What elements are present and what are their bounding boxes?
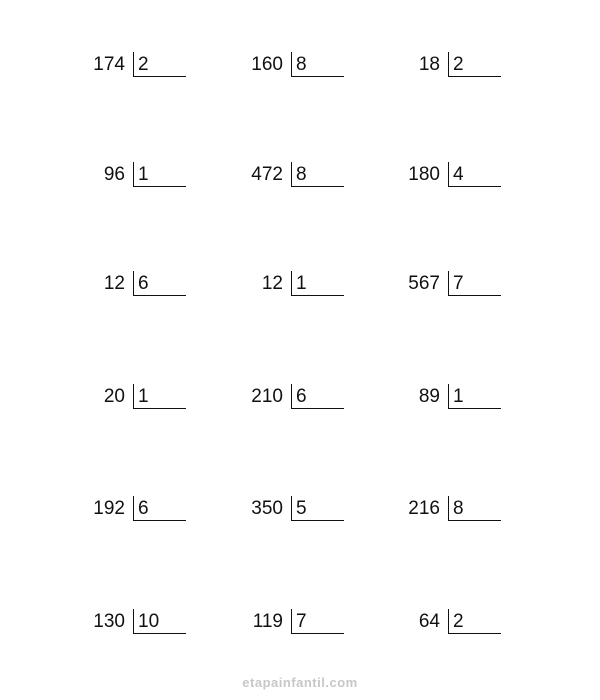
division-problem xyxy=(358,382,508,422)
divisor: 5 xyxy=(296,498,307,519)
dividend: 12 xyxy=(103,273,125,294)
dividend: 350 xyxy=(251,498,283,519)
division-problem xyxy=(43,160,193,200)
division-problem xyxy=(358,494,508,534)
division-problem xyxy=(358,269,508,309)
division-problem xyxy=(201,607,351,647)
watermark-footer: etapainfantil.com xyxy=(242,675,358,690)
division-problem xyxy=(43,269,193,309)
divisor: 2 xyxy=(453,54,464,75)
division-problem xyxy=(201,50,351,90)
divisor: 7 xyxy=(296,611,307,632)
division-problem xyxy=(201,382,351,422)
division-problem xyxy=(201,494,351,534)
divisor: 7 xyxy=(453,273,464,294)
divisor: 6 xyxy=(138,273,149,294)
divisor: 4 xyxy=(453,164,464,185)
division-problem xyxy=(43,494,193,534)
dividend: 130 xyxy=(93,611,125,632)
dividend: 174 xyxy=(93,54,125,75)
dividend: 119 xyxy=(252,611,283,632)
dividend: 567 xyxy=(408,273,440,294)
dividend: 160 xyxy=(251,54,283,75)
division-problem xyxy=(43,50,193,90)
dividend: 96 xyxy=(103,164,125,185)
dividend: 20 xyxy=(103,386,125,407)
divisor: 1 xyxy=(453,386,464,407)
dividend: 180 xyxy=(408,164,440,185)
divisor: 6 xyxy=(296,386,307,407)
dividend: 12 xyxy=(261,273,283,294)
dividend: 89 xyxy=(418,386,440,407)
divisor: 8 xyxy=(296,164,307,185)
dividend: 210 xyxy=(251,386,283,407)
dividend: 216 xyxy=(408,498,440,519)
division-problem xyxy=(358,607,508,647)
dividend: 472 xyxy=(251,164,283,185)
divisor: 2 xyxy=(138,54,149,75)
division-problem xyxy=(358,50,508,90)
divisor: 1 xyxy=(138,164,149,185)
divisor: 1 xyxy=(296,273,307,294)
division-problem xyxy=(201,269,351,309)
divisor: 1 xyxy=(138,386,149,407)
dividend: 64 xyxy=(418,611,440,632)
divisor: 8 xyxy=(296,54,307,75)
dividend: 18 xyxy=(418,54,440,75)
division-problem xyxy=(43,382,193,422)
divisor: 8 xyxy=(453,498,464,519)
divisor: 2 xyxy=(453,611,464,632)
division-problem xyxy=(43,607,193,647)
divisor: 10 xyxy=(138,611,160,632)
division-problem xyxy=(201,160,351,200)
dividend: 192 xyxy=(93,498,125,519)
division-problem xyxy=(358,160,508,200)
divisor: 6 xyxy=(138,498,149,519)
